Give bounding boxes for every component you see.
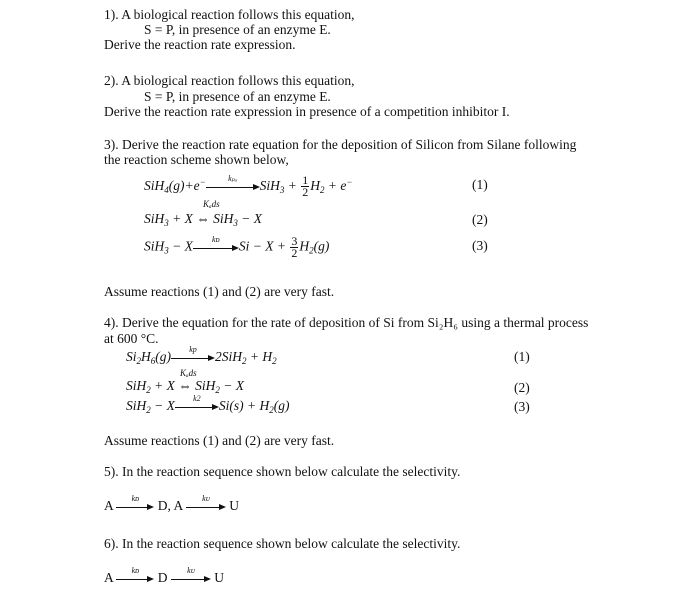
q3-number-2: (2): [472, 212, 488, 227]
q4-number-1: (1): [514, 349, 530, 364]
q5-species-d: D, A: [157, 498, 183, 513]
q2-equation: S = P, in presence of an enzyme E.: [144, 89, 331, 104]
q3-kads-label: Kₐds: [203, 199, 220, 209]
q6-species-d: D: [157, 570, 168, 585]
q1-instruction: Derive the reaction rate expression.: [104, 37, 296, 52]
q3-arrow-1: [206, 173, 260, 193]
q3-subtitle: the reaction scheme shown below,: [104, 152, 289, 167]
q3-reaction-2: SiH$_3$ + X ⇔ SiH$_3$ − X: [144, 211, 262, 228]
q4-arrow-1: [171, 344, 215, 364]
q3-title: 3). Derive the reaction rate equation for the deposition of Silicon from Silane following: [104, 137, 577, 152]
q1-title: 1). A biological reaction follows this equation,: [104, 7, 355, 22]
q5-scheme: [104, 493, 240, 514]
q4-arrow-3: [175, 393, 219, 413]
q6-rate-constant-d: kᴅ: [131, 565, 140, 575]
q6-scheme: [104, 565, 225, 586]
q4-assumption: Assume reactions (1) and (2) are very fast.: [104, 433, 335, 448]
q4-number-3: (3): [514, 399, 530, 414]
q4-subtitle: at 600 °C.: [104, 331, 159, 346]
q5-rate-constant-d: kᴅ: [131, 493, 140, 503]
q2-instruction: Derive the reaction rate expression in presence of a competition inhibitor I.: [104, 104, 510, 119]
q6-species-u: U: [214, 570, 225, 585]
q6-arrow-d: [116, 565, 154, 585]
q4-rate-constant-1: kp: [189, 344, 197, 354]
q4-reaction-3: SiH$_2$ − X k2 $Si(s) + H_2(g)$: [126, 398, 289, 418]
q1-equation: S = P, in presence of an enzyme E.: [144, 22, 331, 37]
q5-rate-constant-u: kᴜ: [202, 493, 210, 503]
q6-title: 6). In the reaction sequence shown below calculate the selectivity.: [104, 536, 461, 551]
q4-reaction-2: SiH$_2$ + X ⇔ SiH$_2$ − X: [126, 378, 244, 395]
q3-number-3: (3): [472, 238, 488, 253]
q5-arrow-u: [186, 493, 226, 513]
q2-title: 2). A biological reaction follows this equation,: [104, 73, 355, 88]
q6-rate-constant-u: kᴜ: [187, 565, 195, 575]
q4-rate-constant-3: k2: [193, 393, 201, 403]
q3-rate-constant-3: kᴅ: [212, 234, 220, 244]
q3-rate-constant-1: kₚₐ: [228, 173, 238, 183]
q4-kads-label: Kₐds: [180, 368, 197, 378]
q6-arrow-u: [171, 565, 211, 585]
q5-title: 5). In the reaction sequence shown below calculate the selectivity.: [104, 464, 461, 479]
q4-reaction-1: $Si_2H_6(g)$ kp $2SiH_2 + H_2$: [126, 349, 277, 369]
q4-number-2: (2): [514, 380, 530, 395]
q3-assumption: Assume reactions (1) and (2) are very fast.: [104, 284, 335, 299]
q3-reaction-3: SiH$_3$ − X kᴅ Si − X + $\frac{3}{2}$ $H_2(g)$: [144, 236, 329, 259]
q4-title: 4). Derive the equation for the rate of deposition of Si from Si₂H₆ using a thermal process: [104, 315, 589, 330]
q5-species-u: U: [229, 498, 240, 513]
q3-reaction-1: SiH$_4$(g)+e− kₚₐ SiH$_3$ + $\frac{1}{2}$ $H_2 + e^-$: [144, 174, 352, 198]
q5-species-a: A: [104, 498, 114, 513]
q3-arrow-3: [193, 234, 239, 254]
q5-arrow-d: [116, 493, 154, 513]
q3-number-1: (1): [472, 177, 488, 192]
q6-species-a: A: [104, 570, 114, 585]
